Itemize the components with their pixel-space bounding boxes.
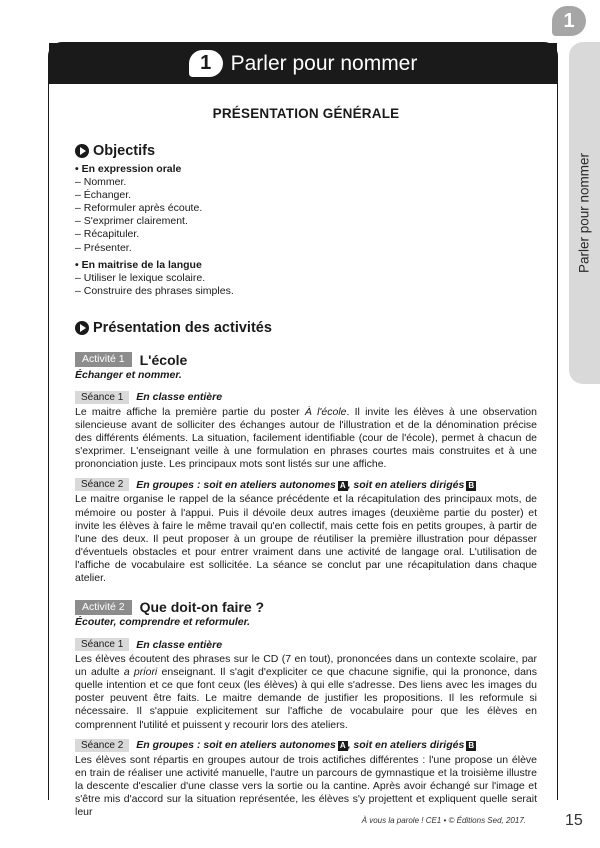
side-tab-label: Parler pour nommer: [576, 152, 592, 274]
objectif-group-head: • En maitrise de la langue: [75, 259, 537, 272]
seance-text: Le maitre affiche la première partie du poster À l'école. Il invite les élèves à une observation silencieuse avant de solliciter des échanges autour de l'illustration et de la dénomination précise des différents éléments. La situation, facilement identifiable (cour de l'école), permet à chacun de s'exprimer. L'enseignant veille à une formulation en phrases courtes mais construites et à une prononciation juste. Les principaux mots sont listés sur une affiche.: [75, 405, 537, 471]
list-item: – Utiliser le lexique scolaire.: [75, 271, 206, 284]
footer-credit: À vous la parole ! CE1 • © Éditions Sed, 2017.: [361, 816, 526, 825]
autonomous-mark: A: [339, 480, 346, 490]
activity-1-header: [75, 352, 537, 368]
seance-badge: Séance 2: [75, 478, 129, 491]
seance-header: [75, 638, 537, 651]
activity-subtitle: Écouter, comprendre et reformuler.: [75, 616, 251, 629]
seance-text: Les élèves écoutent des phrases sur le CD (7 en tout), prononcées dans un contexte scolaire, par un adulte a priori enseignant. Il s'agit d'expliciter ce que chacune signifie, qui la prononce, dans quelle intention et ce que font ceux (les élèves) à qui elle s'adresse. Des liens avec les images du poster peuvent être faits. Le maitre demande de justifier les propositions. Il les reformule si nécessaire. Il s'appuie explicitement sur l'affiche de vocabulaire pour que les élèves en comprennent l'utilité et puissent y recourir lors des ateliers.: [75, 653, 538, 731]
seance-header: [75, 478, 537, 491]
seance-header: [75, 391, 537, 404]
seance-label: En groupes : soit en ateliers autonomes A , soit en ateliers dirigés B: [136, 739, 475, 752]
page-number: 15: [565, 812, 583, 829]
seance-text: Les élèves sont répartis en groupes autour de trois actifiches différentes : l'une propose un élève en train de réaliser une activité manuelle, l'autre un parcours de gymnastique et la troisième illustre la descente d'escalier d'une classe vers la sortie ou la cantine. Après avoir échangé sur l'image et s'être mis d'accord sur la situation représentée, les élèves s'y projettent et expliquent quelle serait leur: [75, 753, 537, 818]
section-title: PRÉSENTATION GÉNÉRALE: [212, 106, 400, 121]
presentation-title: Présentation des activités: [93, 319, 272, 336]
objectifs-title: Objectifs: [93, 143, 156, 159]
list-item: – Présenter.: [75, 241, 132, 254]
list-item: – S'exprimer clairement.: [75, 215, 188, 228]
page-footer: [0, 812, 600, 832]
seance-badge: Séance 1: [75, 638, 129, 651]
activity-subtitle: Échanger et nommer.: [75, 368, 182, 381]
seance-header: [75, 739, 537, 752]
activity-title: Que doit-on faire ?: [139, 599, 265, 616]
list-item: – Reformuler après écoute.: [75, 202, 203, 215]
seance-label: En classe entière: [136, 638, 223, 651]
objectifs-heading: [75, 143, 537, 159]
seance-text: Le maitre organise le rappel de la séance précédente et la récapitulation des principaux mots, de mémoire ou poster à l'appui. Puis il dévoile deux autres images (deuxième partie du poster) et invite les élèves à faire le même travail qu'en collectif, mais cette fois en petits groupes, à partir de l'une des deux. Il peut proposer à un groupe de réutiliser la première illustration pour dépasser d'éventuels obstacles et pour entrer vraiment dans une activité de langage oral. L'utilisation de l'affiche de vocabulaire est sollicitée. La séance se conclut par une récapitulation dans chaque atelier.: [75, 493, 537, 584]
objectif-group-head: • En expression orale: [75, 163, 537, 176]
chapter-title: Parler pour nommer: [230, 51, 418, 75]
guided-mark: B: [468, 480, 475, 490]
chapter-header: [49, 43, 557, 84]
play-bullet-icon: [75, 144, 89, 158]
objectifs-list: [75, 163, 537, 298]
header-chapter-badge: 1: [189, 50, 223, 77]
seance-badge: Séance 2: [75, 739, 129, 752]
list-item: – Construire des phrases simples.: [75, 284, 234, 297]
activity-title: L'école: [139, 351, 188, 368]
page-content: [49, 106, 557, 819]
seance-badge: Séance 1: [75, 391, 129, 404]
seance-label: En groupes : soit en ateliers autonomes A , soit en ateliers dirigés B: [136, 478, 475, 491]
autonomous-mark: A: [339, 741, 346, 751]
list-item: – Nommer.: [75, 176, 127, 189]
list-item: – Échanger.: [75, 189, 132, 202]
activity-badge: Activité 1: [75, 352, 132, 367]
activity-badge: Activité 2: [75, 600, 132, 615]
guided-mark: B: [468, 741, 475, 751]
activity-2-header: [75, 599, 537, 615]
play-bullet-icon: [75, 321, 89, 335]
chapter-number-badge: 1: [552, 6, 586, 36]
presentation-heading: [75, 320, 537, 336]
seance-label: En classe entière: [136, 391, 223, 404]
list-item: – Récapituler.: [75, 228, 140, 241]
chapter-frame: [48, 42, 558, 818]
